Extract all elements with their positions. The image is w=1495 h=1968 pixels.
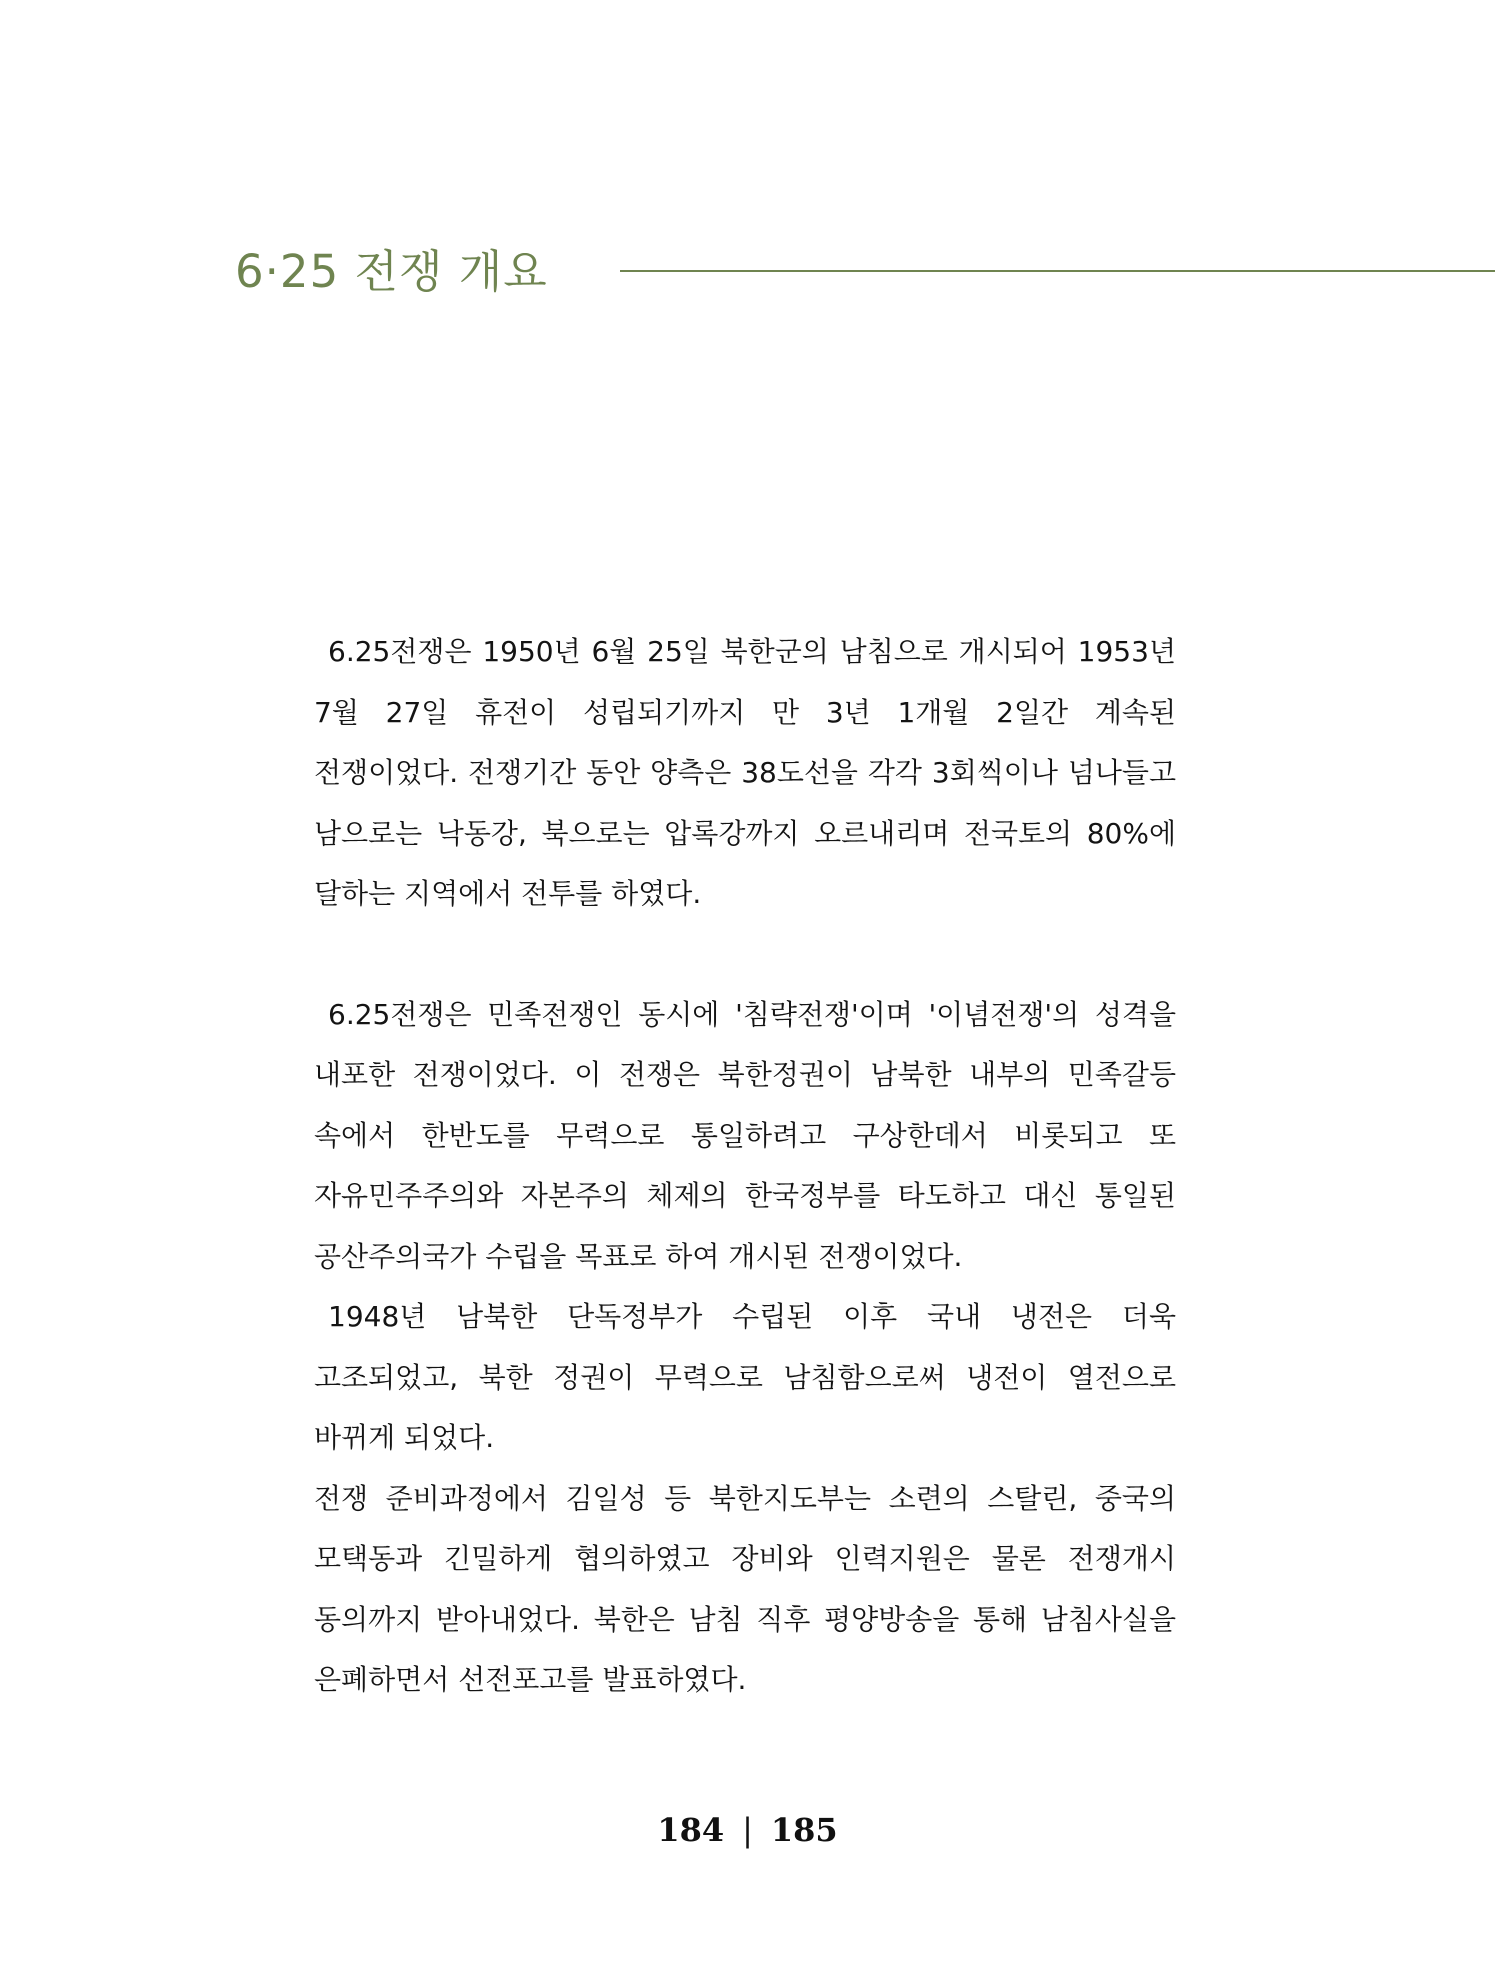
sentence: 전쟁기간 동안 양측은 38도선을 각각 3회씩이나 넘나들고 남으로는 낙동강, 북으로는 압록강까지 오르내리며 전국토의 80%에 달하는 지역에서 전투를 하였다. xyxy=(314,756,1176,910)
page-numbers xyxy=(0,1808,1495,1852)
sentence: 이 전쟁은 북한정권이 남북한 내부의 민족갈등 속에서 한반도를 무력으로 통일하려고 구상한데서 비롯되고 또 자유민주주의와 자본주의 체제의 한국정부를 타도하고 대신 통일된 공산주의국가 수립을 목표로 하여 개시된 전쟁이었다. xyxy=(314,1058,1176,1273)
page-separator: | xyxy=(742,1811,753,1849)
paragraph-war-character xyxy=(314,985,1176,1711)
page-number-left: 184 xyxy=(657,1811,725,1849)
body-text xyxy=(314,622,1176,1711)
section-title: 6·25 전쟁 개요 xyxy=(235,245,548,298)
paragraph-war-overview xyxy=(314,622,1176,925)
header-divider xyxy=(620,270,1495,272)
sentence: 전쟁 준비과정에서 김일성 등 북한지도부는 소련의 스탈린, 중국의 모택동과 긴밀하게 협의하였고 장비와 인력지원은 물론 전쟁개시 동의까지 받아내었다. xyxy=(314,1481,1176,1636)
page-number-right: 185 xyxy=(770,1811,838,1849)
sentence: 1948년 남북한 단독정부가 수립된 이후 국내 냉전은 더욱 고조되었고, 북한 정권이 무력으로 남침함으로써 냉전이 열전으로 바뀌게 되었다. xyxy=(314,1300,1176,1454)
sentence: 북한은 남침 직후 평양방송을 통해 남침사실을 은폐하면서 선전포고를 발표하였다. xyxy=(314,1602,1176,1696)
sentence: 6.25전쟁은 1950년 6월 25일 북한군의 남침으로 개시되어 1953년 7월 27일 휴전이 성립되기까지 만 3년 1개월 2일간 계속된 전쟁이었다. xyxy=(314,635,1176,789)
section-header xyxy=(235,242,1495,312)
sentence: 6.25전쟁은 민족전쟁인 동시에 '침략전쟁'이며 '이념전쟁'의 성격을 내포한 전쟁이었다. xyxy=(314,997,1176,1091)
